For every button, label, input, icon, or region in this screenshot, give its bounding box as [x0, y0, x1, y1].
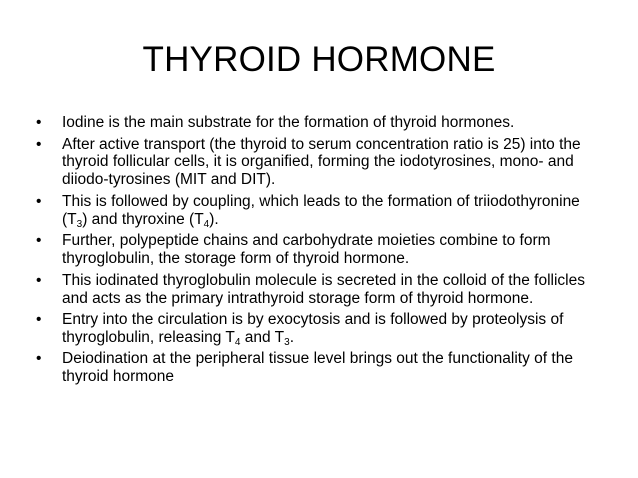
bullet-list: [36, 114, 608, 390]
bullet-item: [36, 114, 608, 132]
bullet-dot: •: [36, 135, 42, 153]
bullet-text: Iodine is the main substrate for the formation of thyroid hormones.: [62, 114, 515, 131]
subscript: 4: [203, 218, 210, 230]
bullet-item: [36, 232, 608, 268]
bullet-text: [62, 193, 580, 228]
bullet-text: Further, polypeptide chains and carbohydrate moieties combine to form thyroglobulin, the storage form of thyroid hormone.: [62, 232, 551, 268]
bullet-dot: •: [36, 232, 42, 250]
bullet-text: After active transport (the thyroid to serum concentration ratio is 25) into the thyroid follicular cells, it is organified, forming the iodotyrosines, mono- and diiodo-tyrosines (MIT and DIT).: [62, 135, 581, 189]
bullet-text-part: ).: [209, 210, 219, 228]
bullet-dot: •: [36, 192, 42, 210]
bullet-text-part: This is followed by coupling, which leads to the formation of triiodothyronine (T: [62, 192, 580, 228]
slide-title: THYROID HORMONE: [142, 40, 496, 79]
bullet-item: [36, 193, 608, 229]
bullet-item: [36, 136, 608, 190]
bullet-text: This iodinated thyroglobulin molecule is secreted in the colloid of the follicles and acts as the primary intrathyroid storage form of thyroid hormone.: [62, 271, 585, 307]
subscript: 4: [234, 336, 241, 348]
bullet-text-part: Entry into the circulation is by exocytosis and is followed by proteolysis of thyroglobulin, releasing T: [62, 311, 564, 346]
bullet-dot: •: [36, 311, 42, 329]
subscript: 3: [76, 218, 83, 230]
bullet-text-part: and T: [240, 328, 285, 346]
bullet-item: [36, 350, 608, 386]
bullet-dot: •: [36, 350, 42, 368]
subscript: 3: [284, 336, 290, 348]
bullet-item: [36, 311, 608, 347]
bullet-text: Deiodination at the peripheral tissue level brings out the functionality of the thyroid hormone: [62, 350, 573, 386]
bullet-text: [62, 311, 563, 346]
bullet-dot: •: [36, 114, 42, 131]
bullet-text-part: ) and thyroxine (T: [82, 210, 204, 228]
bullet-text-part: .: [289, 328, 295, 346]
bullet-dot: •: [36, 271, 42, 289]
bullet-item: [36, 272, 608, 308]
